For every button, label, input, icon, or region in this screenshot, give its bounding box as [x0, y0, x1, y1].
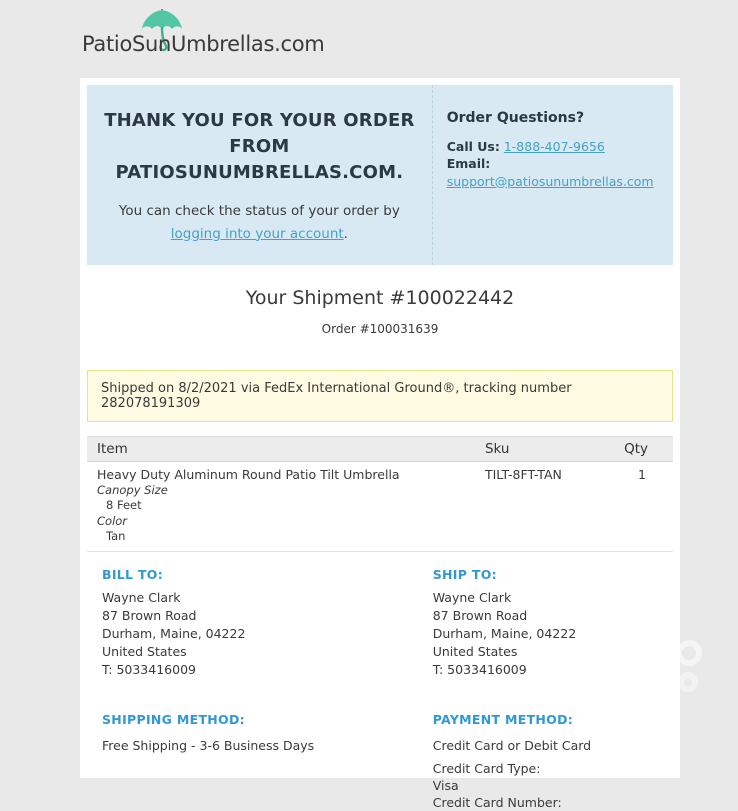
email-card — [80, 78, 680, 811]
item-option-label: Canopy Size — [97, 482, 168, 497]
sku-cell: TILT-8FT-TAN — [475, 461, 614, 552]
email-header — [87, 85, 673, 265]
tracking-notice: Shipped on 8/2/2021 via FedEx International Ground®, tracking number 282078191309 — [87, 370, 673, 422]
address-line: 87 Brown Road — [102, 608, 197, 624]
ship-to-title: SHIP TO: — [432, 567, 497, 583]
item-option-label: Color — [97, 513, 128, 528]
shipping-method-block — [87, 712, 433, 811]
item-cell — [87, 461, 475, 552]
order-number: Order #100031639 — [321, 321, 439, 336]
address-line: Durham, Maine, 04222 — [102, 626, 246, 642]
address-line: 87 Brown Road — [432, 608, 528, 624]
payment-method-value: Credit Card or Debit Card — [432, 738, 592, 754]
items-table-body — [87, 461, 673, 552]
status-note-period: . — [343, 225, 348, 242]
item-option-value: 8 Feet — [106, 498, 142, 513]
shipping-method-title: SHIPPING METHOD: — [102, 712, 245, 728]
email-label-line — [447, 155, 663, 172]
site-logo — [82, 8, 342, 64]
watermark-shape — [678, 672, 698, 692]
address-line: T: 5033416009 — [432, 662, 527, 678]
addresses-section — [87, 567, 673, 679]
order-questions-title: Order Questions? — [446, 110, 585, 126]
items-table-head — [87, 436, 673, 461]
ship-to-address — [433, 589, 673, 679]
email-label: Email: — [446, 156, 491, 172]
qty-cell: 1 — [614, 461, 673, 552]
bill-to-block — [87, 567, 433, 679]
items-header-row — [87, 436, 673, 461]
thank-you-title: THANK YOU FOR YOUR ORDER FROM PATIOSUNUMBRELLAS.COM. — [104, 110, 415, 184]
status-note — [103, 200, 416, 245]
item-option-value: Tan — [106, 528, 126, 543]
support-email-link[interactable]: support@patiosunumbrellas.com — [446, 173, 654, 189]
thank-you-section — [87, 85, 433, 265]
call-us-line — [447, 138, 663, 155]
header-item: Item — [87, 436, 475, 461]
bill-to-address — [102, 589, 433, 679]
address-line: Wayne Clark — [432, 590, 512, 606]
header-qty: Qty — [614, 436, 673, 461]
address-line: Wayne Clark — [102, 590, 181, 606]
email-line — [447, 173, 663, 190]
address-line: Durham, Maine, 04222 — [432, 626, 577, 642]
address-line: T: 5033416009 — [102, 662, 196, 678]
phone-link[interactable]: 1-888-407-9656 — [503, 139, 605, 154]
payment-method-title: PAYMENT METHOD: — [432, 712, 574, 728]
order-questions-section — [433, 85, 673, 265]
item-name: Heavy Duty Aluminum Round Patio Tilt Umbrella — [97, 466, 400, 482]
card-number-label: Credit Card Number: — [432, 795, 562, 811]
header-sku: Sku — [475, 436, 614, 461]
card-type-value: Visa — [432, 778, 459, 794]
shipping-method-value: Free Shipping - 3-6 Business Days — [102, 738, 315, 754]
status-note-text: You can check the status of your order by — [118, 203, 400, 220]
address-line: United States — [102, 644, 187, 660]
logo-text: PatioSunUmbrellas.com — [82, 32, 325, 56]
address-line: United States — [432, 644, 518, 660]
payment-method-block — [433, 712, 673, 811]
email-page — [0, 8, 738, 811]
call-us-label: Call Us: — [446, 139, 500, 154]
bill-to-title: BILL TO: — [102, 567, 164, 583]
card-type-label: Credit Card Type: — [432, 761, 541, 777]
methods-section — [87, 712, 673, 811]
credit-card-details — [433, 760, 673, 811]
ship-to-block — [433, 567, 673, 679]
items-table — [87, 436, 673, 553]
login-account-link[interactable]: logging into your account — [170, 225, 344, 242]
table-row — [87, 461, 673, 552]
shipment-title: Your Shipment #100022442 — [245, 286, 515, 309]
